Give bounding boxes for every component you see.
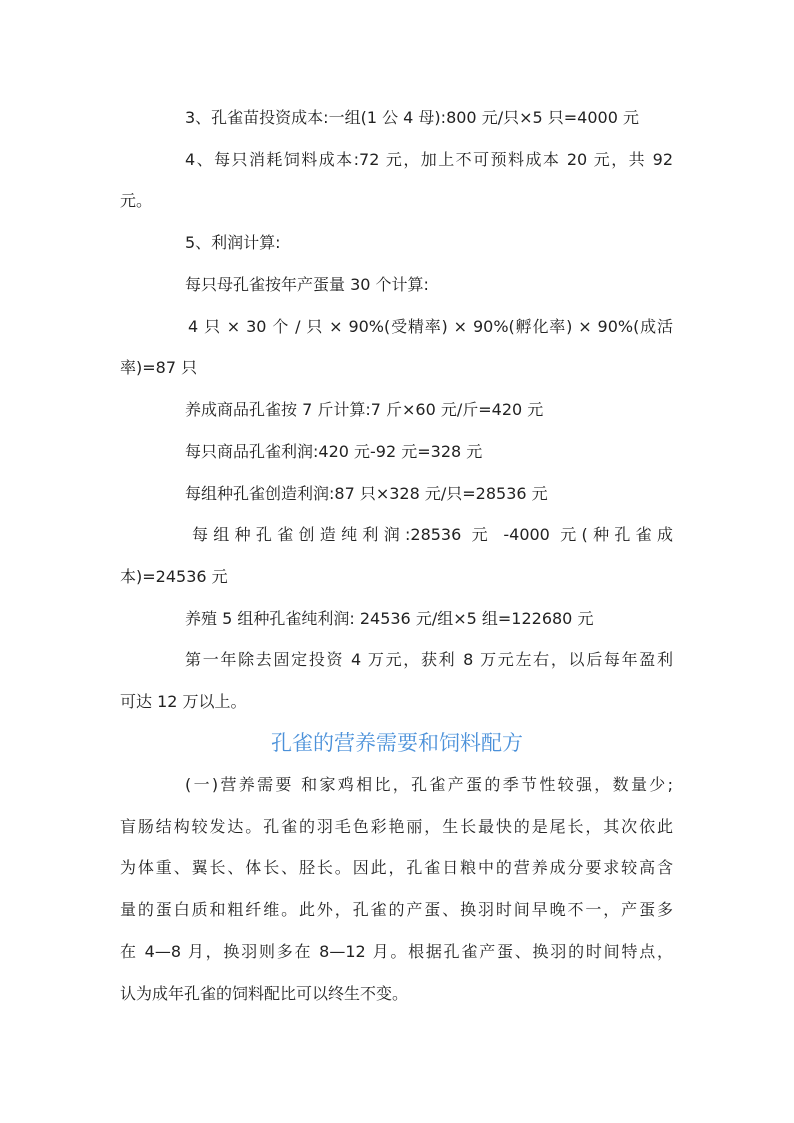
text-line-nutrition-2: 盲肠结构较发达。孔雀的羽毛色彩艳丽，生长最快的是尾长，其次依此	[120, 817, 673, 836]
text-line-group-profit: 每组种孔雀创造利润:87 只×328 元/只=28536 元	[185, 484, 548, 503]
text-line-feed-cost-cont: 元。	[120, 191, 153, 210]
text-line-feed-cost: 4、每只消耗饲料成本:72 元，加上不可预料成本 20 元，共 92	[185, 150, 673, 169]
text-line-formula-cont: 率)=87 只	[120, 358, 198, 377]
text-line-nutrition-1: (一)营养需要 和家鸡相比，孔雀产蛋的季节性较强，数量少;	[185, 775, 673, 794]
text-line-commercial-profit: 每只商品孔雀利润:420 元-92 元=328 元	[185, 442, 483, 461]
text-line-profit-heading: 5、利润计算:	[185, 233, 281, 252]
section-heading: 孔雀的营养需要和饲料配方	[271, 731, 523, 755]
text-line-nutrition-6: 认为成年孔雀的饲料配比可以终生不变。	[120, 984, 409, 1003]
text-line-investment-cost: 3、孔雀苗投资成本:一组(1 公 4 母):800 元/只×5 只=4000 元	[185, 108, 639, 127]
text-line-egg-yield: 每只母孔雀按年产蛋量 30 个计算:	[185, 275, 429, 294]
text-line-first-year-cont: 可达 12 万以上。	[120, 692, 247, 711]
text-line-net-profit-cont: 本)=24536 元	[120, 567, 228, 586]
text-line-nutrition-5: 在 4—8 月，换羽则多在 8—12 月。根据孔雀产蛋、换羽的时间特点，	[120, 942, 673, 961]
text-line-net-profit: 每组种孔雀创造纯利润:28536 元 -4000 元(种孔雀成	[192, 525, 673, 544]
text-line-nutrition-4: 量的蛋白质和粗纤维。此外，孔雀的产蛋、换羽时间早晚不一，产蛋多	[120, 900, 673, 919]
text-line-nutrition-3: 为体重、翼长、体长、胫长。因此，孔雀日粮中的营养成分要求较高含	[120, 858, 673, 877]
text-line-formula: 4 只 × 30 个 / 只 × 90%(受精率) × 90%(孵化率) × 90%(成活	[188, 317, 673, 336]
text-line-five-groups: 养殖 5 组种孔雀纯利润: 24536 元/组×5 组=122680 元	[185, 609, 594, 628]
text-line-commercial-value: 养成商品孔雀按 7 斤计算:7 斤×60 元/斤=420 元	[185, 400, 544, 419]
text-line-first-year: 第一年除去固定投资 4 万元，获利 8 万元左右，以后每年盈利	[185, 650, 673, 669]
